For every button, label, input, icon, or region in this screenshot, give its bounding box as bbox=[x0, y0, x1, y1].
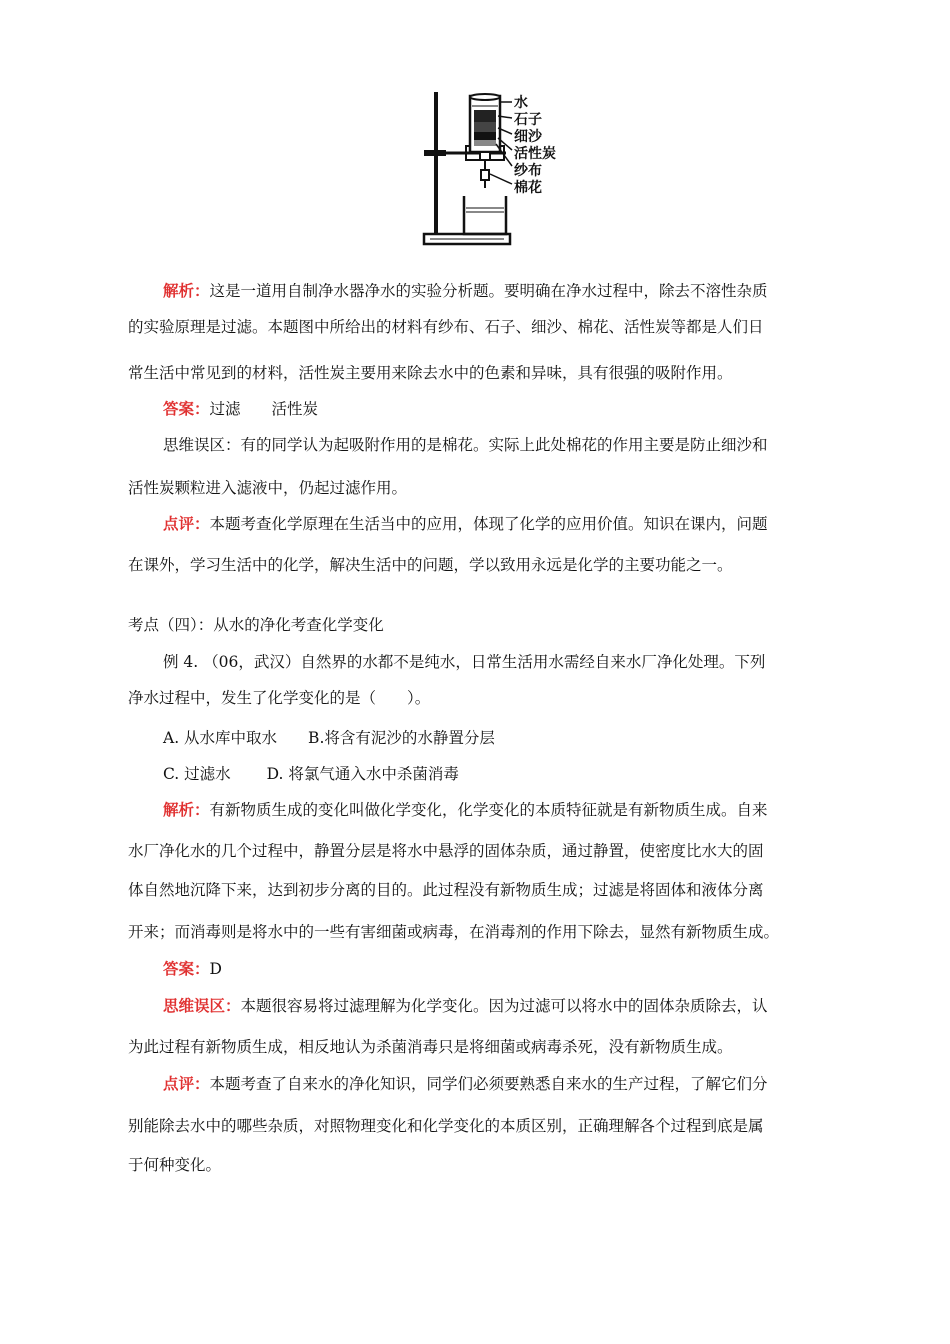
q3-mistake-line-1: 思维误区：有的同学认为起吸附作用的是棉花。实际上此处棉花的作用主要是防止细沙和 bbox=[163, 436, 768, 454]
s4-comment-line-3: 于何种变化。 bbox=[128, 1156, 222, 1174]
answer-label: 答案： bbox=[163, 399, 210, 418]
analysis-label: 解析： bbox=[163, 281, 210, 300]
s4-mistake-line-2: 为此过程有新物质生成，相反地认为杀菌消毒只是将细菌或病毒杀死，没有新物质生成。 bbox=[128, 1038, 733, 1056]
comment-label: 点评： bbox=[163, 1074, 210, 1093]
answer-label: 答案： bbox=[163, 959, 210, 978]
s4-analysis-line-4: 开来；而消毒则是将水中的一些有害细菌或病毒，在消毒剂的作用下除去，显然有新物质生成。 bbox=[128, 923, 780, 941]
example-line-1: 例 4. （06，武汉）自然界的水都不是纯水，日常生活用水需经自来水厂净化处理。下列 bbox=[163, 653, 766, 671]
mistake-label: 思维误区： bbox=[163, 996, 241, 1015]
s4-analysis-line-1: 解析：有新物质生成的变化叫做化学变化，化学变化的本质特征就是有新物质生成。自来 bbox=[163, 800, 768, 819]
options-line-2: C. 过滤水 D. 将氯气通入水中杀菌消毒 bbox=[163, 765, 459, 783]
comment-label: 点评： bbox=[163, 514, 210, 533]
s4-analysis-line-2: 水厂净化水的几个过程中，静置分层是将水中悬浮的固体杂质，通过静置，使密度比水大的固 bbox=[128, 842, 764, 860]
q3-analysis-line-3: 常生活中常见到的材料，活性炭主要用来除去水中的色素和异味，具有很强的吸附作用。 bbox=[128, 364, 733, 382]
stand-rod bbox=[434, 92, 438, 234]
figure-label-gauze: 纱布 bbox=[514, 163, 542, 179]
s4-comment-line-2: 别能除去水中的哪些杂质，对照物理变化和化学变化的本质区别，正确理解各个过程到底是属 bbox=[128, 1117, 764, 1135]
q3-comment-line-2: 在课外，学习生活中的化学，解决生活中的问题，学以致用永远是化学的主要功能之一。 bbox=[128, 556, 733, 574]
pebble-layer bbox=[474, 110, 496, 122]
q3-analysis-line-2: 的实验原理是过滤。本题图中所给出的材料有纱布、石子、细沙、棉花、活性炭等都是人们日 bbox=[128, 318, 764, 336]
q3-analysis-line-1: 解析：这是一道用自制净水器净水的实验分析题。要明确在净水过程中，除去不溶性杂质 bbox=[163, 281, 768, 300]
s4-answer: 答案：D bbox=[163, 959, 222, 978]
beaker bbox=[464, 196, 506, 234]
s4-mistake-line-1: 思维误区：本题很容易将过滤理解为化学变化。因为过滤可以将水中的固体杂质除去，认 bbox=[163, 996, 768, 1015]
example-line-2: 净水过程中，发生了化学变化的是（ ）。 bbox=[128, 689, 431, 707]
mistake-label: 思维误区： bbox=[163, 436, 241, 454]
sand-layer bbox=[474, 122, 496, 132]
figure-label-charcoal: 活性炭 bbox=[514, 146, 556, 162]
s4-comment-line-1: 点评：本题考查了自来水的净化知识，同学们必须要熟悉自来水的生产过程，了解它们分 bbox=[163, 1074, 768, 1093]
section-heading: 考点（四）：从水的净化考查化学变化 bbox=[128, 616, 384, 634]
q3-mistake-line-2: 活性炭颗粒进入滤液中，仍起过滤作用。 bbox=[128, 479, 408, 497]
options-line-1: A. 从水库中取水 B.将含有泥沙的水静置分层 bbox=[163, 729, 495, 747]
figure-label-pebbles: 石子 bbox=[514, 112, 542, 128]
figure-label-water: 水 bbox=[514, 95, 528, 111]
charcoal-layer bbox=[474, 132, 496, 140]
gauze-layer bbox=[474, 140, 496, 146]
figure-label-sand: 细沙 bbox=[514, 129, 542, 145]
analysis-label: 解析： bbox=[163, 800, 210, 819]
q3-answer: 答案：过滤 活性炭 bbox=[163, 399, 319, 418]
water-purifier-figure bbox=[418, 88, 578, 250]
s4-analysis-line-3: 体自然地沉降下来，达到初步分离的目的。此过程没有新物质生成；过滤是将固体和液体分离 bbox=[128, 881, 764, 899]
water-purifier-diagram bbox=[418, 88, 578, 250]
figure-label-cotton: 棉花 bbox=[514, 180, 542, 196]
q3-comment-line-1: 点评：本题考查化学原理在生活当中的应用，体现了化学的应用价值。知识在课内，问题 bbox=[163, 514, 768, 533]
